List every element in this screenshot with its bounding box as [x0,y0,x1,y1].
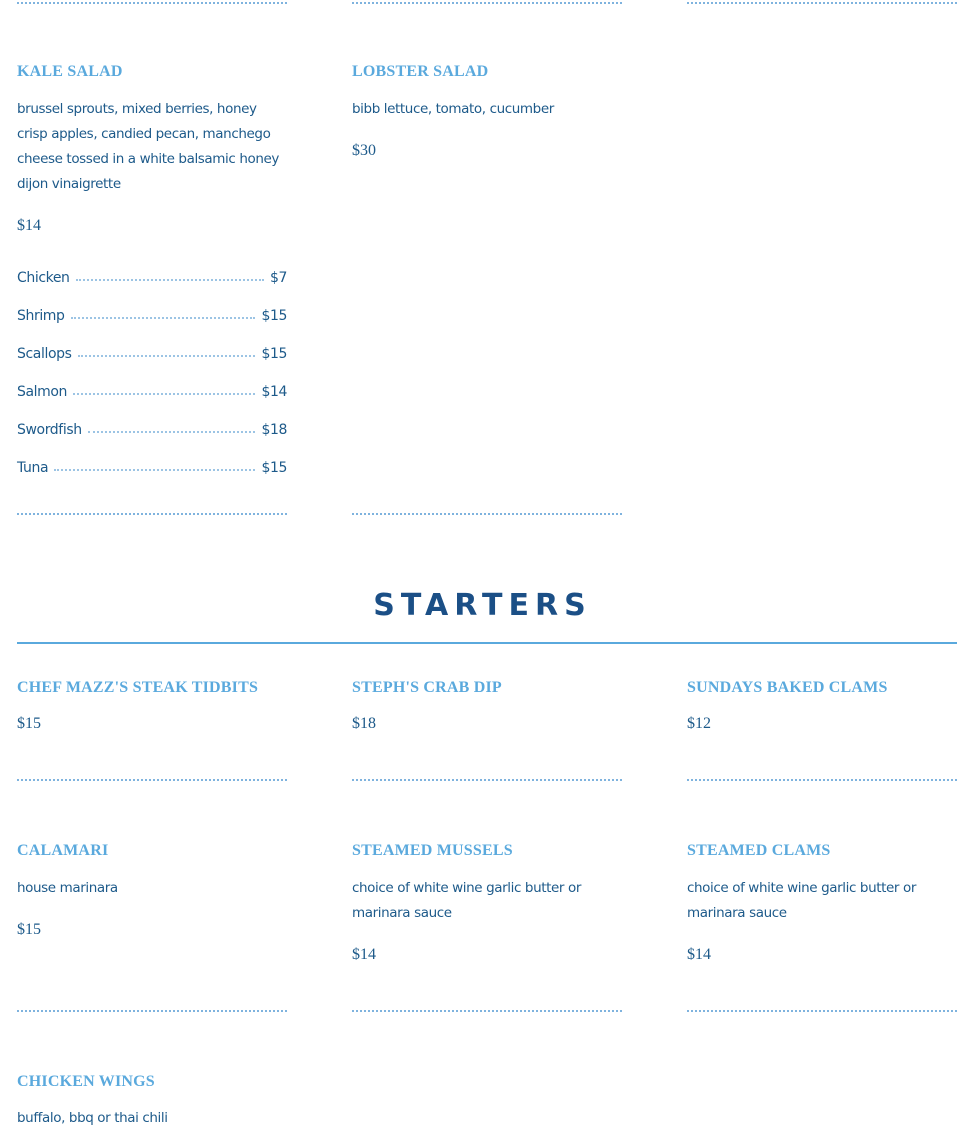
menu-item-price: $12 [687,715,711,732]
divider [687,2,957,4]
addon-leader [73,393,255,395]
menu-item-title: CHICKEN WINGS [17,1073,155,1090]
section-heading: STARTERS [373,588,592,623]
addon-price: $15 [261,308,287,324]
menu-item-title: STEAMED CLAMS [687,842,831,859]
section-rule [17,642,957,644]
divider [17,779,287,781]
addon-leader [54,469,255,471]
menu-item-price: $15 [17,921,41,938]
menu-item-description: house marinara [17,880,118,896]
addon-name: Scallops [17,346,72,362]
menu-item-price: $30 [352,142,376,159]
addon-name: Chicken [17,270,70,286]
addon-price: $18 [261,422,287,438]
menu-item-price: $14 [687,946,711,963]
divider [17,513,287,515]
menu-item-title: LOBSTER SALAD [352,63,489,80]
addon-name: Tuna [17,460,49,476]
divider [687,1010,957,1012]
addon-row [17,416,287,438]
addon-price: $15 [261,346,287,362]
divider [352,779,622,781]
addon-leader [76,279,264,281]
menu-item-description: choice of white wine garlic butter or marinara sauce [352,880,581,921]
addon-leader [78,355,256,357]
menu-item-price: $18 [352,715,376,732]
menu-item-title: CALAMARI [17,842,109,859]
menu-item-title: SUNDAYS BAKED CLAMS [687,679,888,696]
addon-row [17,302,287,324]
addon-name: Swordfish [17,422,82,438]
menu-item-description: buffalo, bbq or thai chili [17,1110,168,1126]
menu-item-price: $14 [352,946,376,963]
addon-row [17,454,287,476]
menu-item-description: choice of white wine garlic butter or marinara sauce [687,880,916,921]
menu-item-title: STEPH'S CRAB DIP [352,679,502,696]
divider [17,1010,287,1012]
menu-item-price: $14 [17,217,41,234]
menu-item-title: STEAMED MUSSELS [352,842,513,859]
menu-item-title: CHEF MAZZ'S STEAK TIDBITS [17,679,259,696]
addon-leader [71,317,256,319]
addon-price: $7 [269,270,287,286]
divider [687,779,957,781]
divider [352,2,622,4]
divider [352,513,622,515]
addon-row [17,264,287,286]
addon-leader [88,431,256,433]
addon-price: $15 [261,460,287,476]
divider [17,2,287,4]
menu-item-title: KALE SALAD [17,63,123,80]
addon-name: Shrimp [17,308,65,324]
addon-name: Salmon [17,384,68,400]
menu-item-price: $15 [17,715,41,732]
addon-row [17,340,287,362]
addon-price: $14 [261,384,287,400]
divider [352,1010,622,1012]
addon-row [17,378,287,400]
menu-item-description: brussel sprouts, mixed berries, honey crisp apples, candied pecan, manchego cheese tossed in a white balsamic honey dijon vinaigrette [17,101,279,192]
menu-item-description: bibb lettuce, tomato, cucumber [352,101,554,117]
